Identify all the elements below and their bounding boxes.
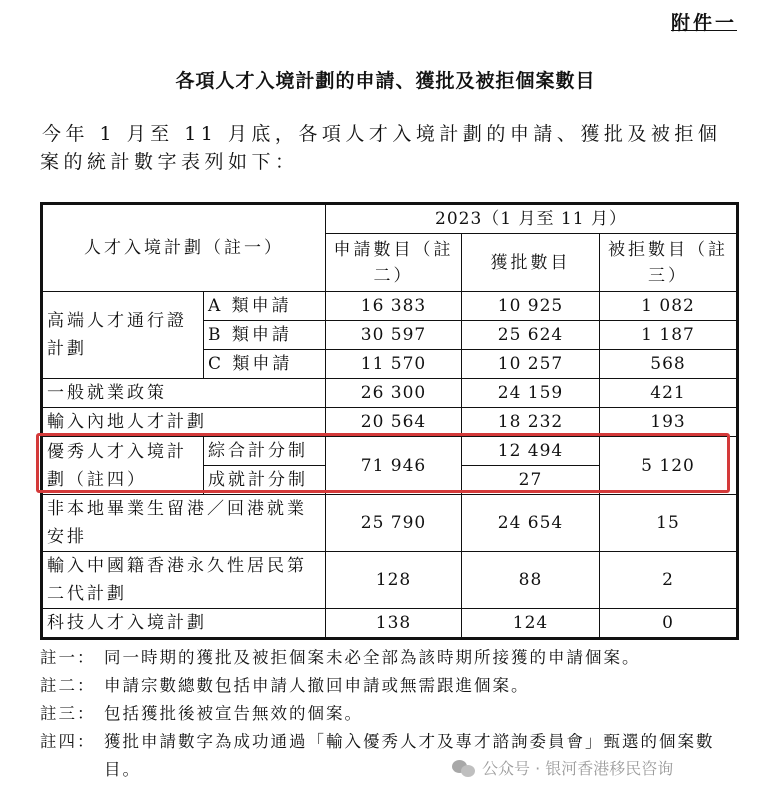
refused-cell: 1 082 [600,292,738,321]
category-cell: B 類申請 [204,321,326,350]
approved-cell: 12 494 [462,437,600,466]
header-applications: 申請數目（註二） [326,234,462,292]
header-approved: 獲批數目 [462,234,600,292]
approved-cell: 24 654 [462,495,600,552]
category-cell: 綜合計分制 [204,437,326,466]
refused-cell: 5 120 [600,437,738,495]
table-row [42,379,738,408]
note-key: 註一： [40,648,96,667]
scheme-top-talent: 高端人才通行證計劃 [42,292,204,379]
wechat-icon [452,758,476,778]
statistics-table [40,202,739,640]
applications-cell: 138 [326,609,462,639]
scheme-gep: 一般就業政策 [42,379,326,408]
refused-cell: 1 187 [600,321,738,350]
header-scheme: 人才入境計劃（註一） [42,204,326,292]
note-2 [40,672,750,700]
applications-cell: 16 383 [326,292,462,321]
category-cell: 成就計分制 [204,466,326,495]
note-text: 獲批申請數字為成功通過「輸入優秀人才及專才諮詢委員會」甄選的個案數目。 [104,732,715,779]
category-cell: A 類申請 [204,292,326,321]
approved-cell: 10 925 [462,292,600,321]
header-refused: 被拒數目（註三） [600,234,738,292]
approved-cell: 124 [462,609,600,639]
scheme-asmtp: 輸入內地人才計劃 [42,408,326,437]
header-period: 2023（1 月至 11 月） [326,204,738,234]
note-text: 包括獲批後被宣告無效的個案。 [104,704,363,723]
note-text: 申請宗數總數包括申請人撤回申請或無需跟進個案。 [104,676,530,695]
table-row [42,552,738,609]
applications-cell: 30 597 [326,321,462,350]
refused-cell: 568 [600,350,738,379]
refused-cell: 193 [600,408,738,437]
approved-cell: 25 624 [462,321,600,350]
watermark-text: 公众号 · 银河香港移民咨询 [482,759,674,778]
applications-cell: 11 570 [326,350,462,379]
refused-cell: 15 [600,495,738,552]
table-row [42,609,738,639]
scheme-iras: 非本地畢業生留港／回港就業安排 [42,495,326,552]
watermark [452,756,673,779]
approved-cell: 10 257 [462,350,600,379]
approved-cell: 27 [462,466,600,495]
refused-cell: 0 [600,609,738,639]
refused-cell: 421 [600,379,738,408]
refused-cell: 2 [600,552,738,609]
note-key: 註四： [40,732,96,751]
note-key: 註三： [40,704,96,723]
scheme-techtas: 科技人才入境計劃 [42,609,326,639]
applications-cell: 25 790 [326,495,462,552]
highlight-box [36,433,730,493]
note-3 [40,700,750,728]
header-row-1 [42,204,738,234]
approved-cell: 18 232 [462,408,600,437]
intro-paragraph: 今年 1 月至 11 月底，各項人才入境計劃的申請、獲批及被拒個案的統計數字表列如下： [40,123,722,173]
page-title: 各項人才入境計劃的申請、獲批及被拒個案數目 [175,70,596,92]
scheme-second-generation: 輸入中國籍香港永久性居民第二代計劃 [42,552,326,609]
approved-cell: 88 [462,552,600,609]
category-cell: C 類申請 [204,350,326,379]
applications-cell: 71 946 [326,437,462,495]
note-1 [40,644,750,672]
note-key: 註二： [40,676,96,695]
note-text: 同一時期的獲批及被拒個案未必全部為該時期所接獲的申請個案。 [104,648,641,667]
scheme-qmas: 優秀人才入境計劃（註四） [42,437,204,495]
table-row [42,292,738,321]
applications-cell: 128 [326,552,462,609]
annex-label: 附件一 [670,12,737,34]
applications-cell: 20 564 [326,408,462,437]
approved-cell: 24 159 [462,379,600,408]
table-row [42,495,738,552]
applications-cell: 26 300 [326,379,462,408]
